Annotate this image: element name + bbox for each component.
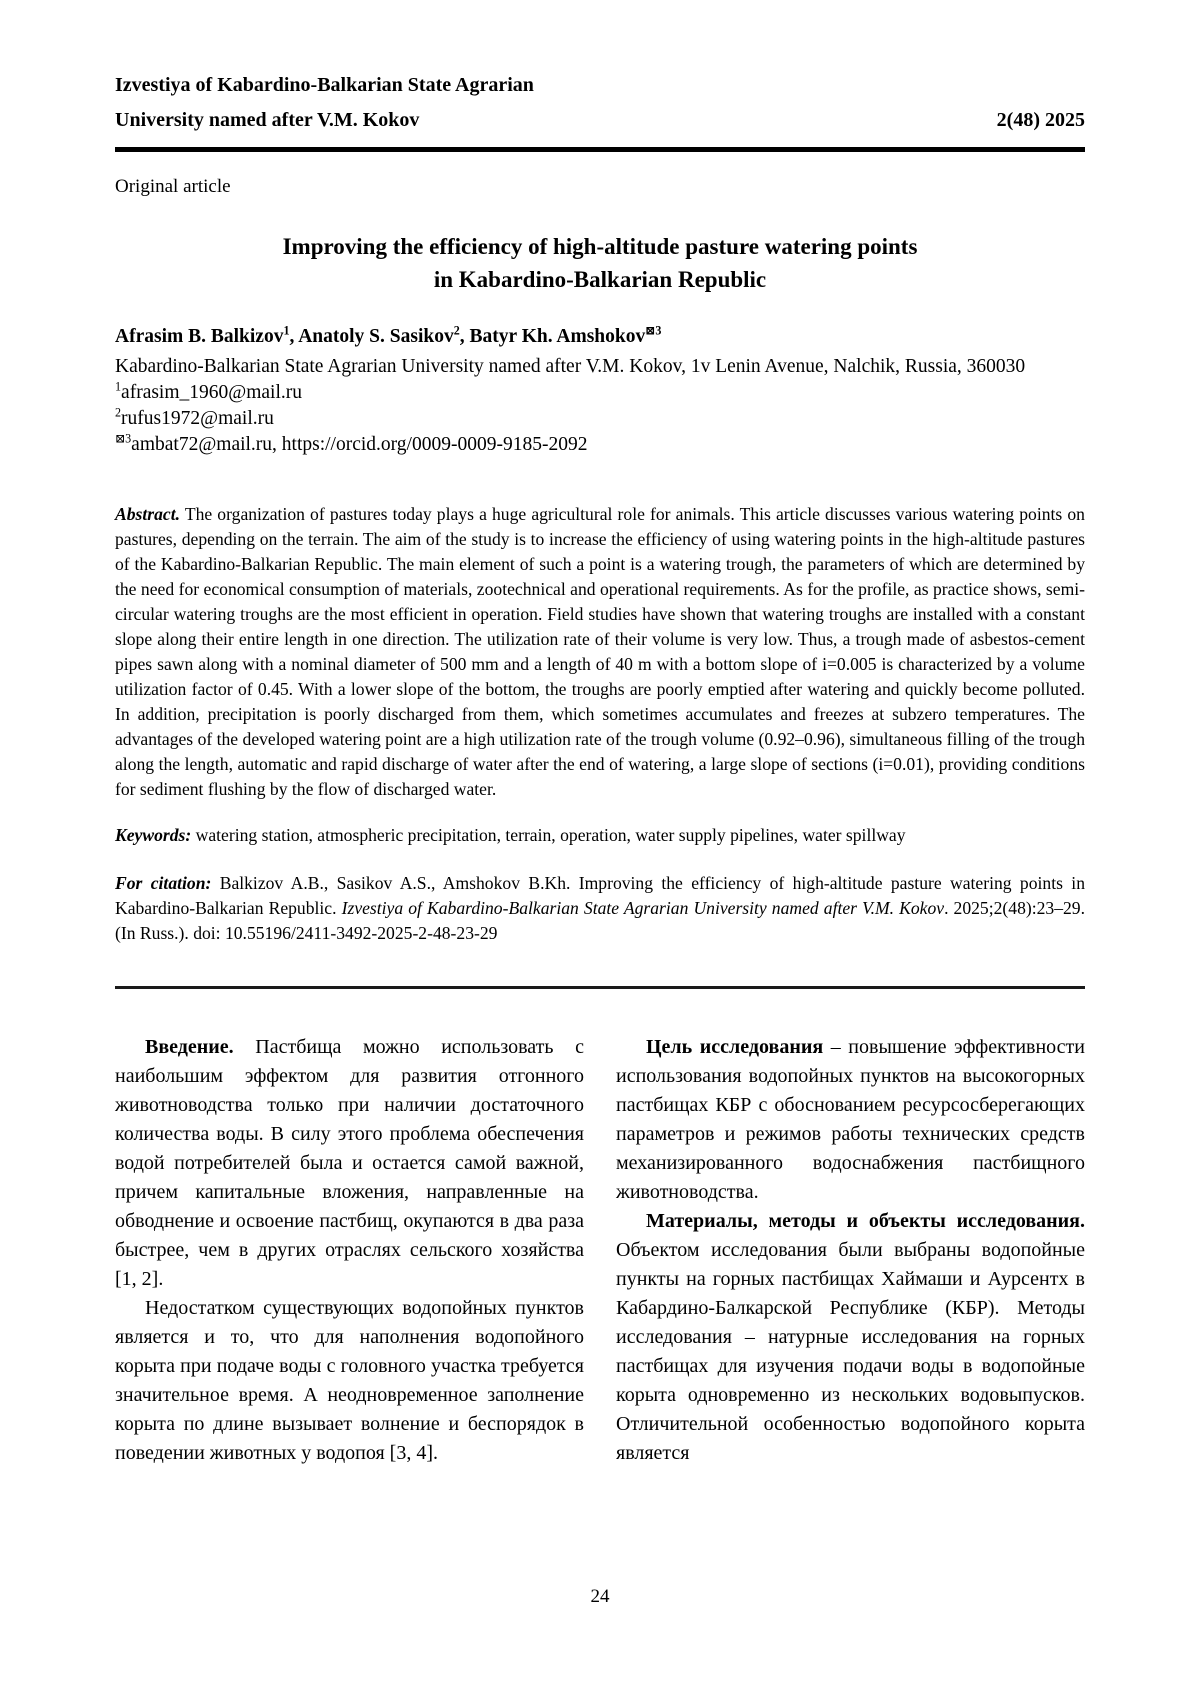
two-column-body — [115, 1033, 1085, 1468]
author-name: Batyr Kh. Amshokov — [469, 326, 646, 347]
right-column — [616, 1033, 1085, 1468]
paragraph-lead: Введение. — [145, 1036, 234, 1058]
body-paragraph — [115, 1294, 584, 1468]
author-superscript: 1 — [283, 323, 290, 338]
abstract-text: The organization of pastures today plays a huge agricultural role for animals. This article discusses various watering points on pastures, depending on the terrain. The aim of the study is to increase the efficiency of using watering points in the high-altitude pastures of the Kabardino-Balkarian Republic. The main element of such a point is a watering trough, the parameters of which are determined by the need for economical consumption of materials, zootechnical and operational requirements. As for the profile, as practice shows, semi-circular watering troughs are the most efficient in operation. Field studies have shown that watering troughs are installed with a constant slope along their entire length in one direction. The utilization rate of their volume is very low. Thus, a trough made of asbestos-cement pipes sawn along with a nominal diameter of 500 mm and a length of 40 m with a bottom slope of i=0.005 is characterized by a volume utilization factor of 0.45. With a lower slope of the bottom, the troughs are poorly emptied after watering and quickly become polluted. In addition, precipitation is poorly discharged from them, which sometimes accumulates and freezes at subzero temperatures. The advantages of the developed watering point are a high utilization rate of the trough volume (0.92–0.96), simultaneous filling of the trough along the length, automatic and rapid discharge of water after the end of watering, a large slope of sections (i=0.01), providing conditions for sediment flushing by the flow of discharged water. — [115, 504, 1085, 799]
section-rule — [115, 986, 1085, 989]
abstract — [115, 502, 1085, 802]
body-paragraph — [616, 1207, 1085, 1468]
email-superscript: 2 — [115, 405, 122, 420]
journal-title-line1: Izvestiya of Kabardino-Balkarian State Agrarian — [115, 74, 534, 96]
page-number: 24 — [590, 1586, 610, 1607]
email-text: ambat72@mail.ru, https://orcid.org/0009-0009-9185-2092 — [131, 434, 588, 455]
author-superscript: 2 — [453, 323, 460, 338]
email-line — [115, 380, 1085, 406]
header-rule — [115, 147, 1085, 152]
citation-label: For citation: — [115, 873, 212, 893]
corresponding-author-envelope-icon: ⊠3 — [645, 323, 662, 338]
article-title-line2: in Kabardino-Balkarian Republic — [433, 267, 767, 292]
citation-journal-italic: Izvestiya of Kabardino-Balkarian State Agrarian University named after V.M. Kokov — [341, 898, 945, 918]
body-paragraph — [115, 1033, 584, 1294]
paragraph-lead: Материалы, методы и объекты исследования. — [646, 1210, 1085, 1232]
left-column — [115, 1033, 584, 1468]
journal-title-line2: University named after V.M. Kokov — [115, 109, 420, 131]
keywords — [115, 823, 1085, 848]
article-title-line1: Improving the efficiency of high-altitude pasture watering points — [282, 234, 918, 259]
issue-number: 2(48) 2025 — [996, 109, 1085, 131]
paragraph-text: Объектом исследования были выбраны водопойные пункты на горных пастбищах Хаймаши и Аурсентх в Кабардино-Балкарской Республике (КБР). Методы исследования – натурные исследования на горных пастбищах для изучения подачи воды в водопойные корыта одновременно из нескольких водовыпусков. Отличительной особенностью водопойного корыта является — [616, 1239, 1085, 1464]
paragraph-text: Пастбища можно использовать с наибольшим эффектом для развития отгонного животноводства только при наличии достаточного количества воды. В силу этого проблема обеспечения водой потребителей была и остается самой важной, причем капитальные вложения, направленные на обводнение и освоение пастбищ, окупаются в два раза быстрее, чем в других отраслях сельского хозяйства [1, 2]. — [115, 1036, 584, 1290]
article-title — [115, 230, 1085, 296]
citation-tail: . 2025;2(48):23–29. (In Russ.). doi: 10.55196/2411-3492-2025-2-48-23-29 — [115, 898, 1085, 943]
emails-block — [115, 380, 1085, 458]
authors-line: Afrasim B. Balkizov$^1$, Anatoly S. Sasikov$^2$, Batyr Kh. Amshokov$^{⊠3}$ — [115, 323, 662, 347]
keywords-text: watering station, atmospheric precipitation, terrain, operation, water supply pipelines, water spillway — [195, 825, 906, 845]
email-superscript: 1 — [115, 379, 122, 394]
author-name: Afrasim B. Balkizov — [115, 326, 284, 347]
paragraph-lead: Цель исследования — [646, 1036, 824, 1058]
paragraph-text: – повышение эффективности использования водопойных пунктов на высокогорных пастбищах КБР с обоснованием ресурсосберегающих параметров и режимов работы технических средств механизированного водоснабжения пастбищного животноводства. — [616, 1036, 1086, 1203]
corresponding-author-envelope-icon: ⊠3 — [115, 431, 132, 446]
citation-text: Balkizov A.B., Sasikov A.S., Amshokov B.Kh. Improving the efficiency of high-altitude pasture watering points in Kabardino-Balkarian Republic. — [115, 873, 1085, 918]
email-text: rufus1972@mail.ru — [121, 408, 274, 429]
for-citation — [115, 871, 1085, 946]
body-paragraph — [616, 1033, 1085, 1207]
journal-header — [115, 68, 1085, 138]
email-text: afrasim_1960@mail.ru — [121, 382, 303, 403]
email-line — [115, 432, 1085, 458]
author-name: Anatoly S. Sasikov — [298, 326, 454, 347]
affiliation: Kabardino-Balkarian State Agrarian University named after V.M. Kokov, 1v Lenin Avenue, Nalchik, Russia, 360030 — [115, 356, 1026, 377]
email-line — [115, 406, 1085, 432]
keywords-label: Keywords: — [115, 825, 192, 845]
article-type-label: Original article — [115, 176, 231, 197]
paragraph-text: Недостатком существующих водопойных пунктов является и то, что для наполнения водопойного корыта при подаче воды с головного участка требуется значительное время. А неодновременное заполнение корыта по длине вызывает волнение и беспорядок в поведении животных у водопоя [3, 4]. — [115, 1297, 584, 1464]
abstract-label: Abstract. — [115, 504, 181, 524]
